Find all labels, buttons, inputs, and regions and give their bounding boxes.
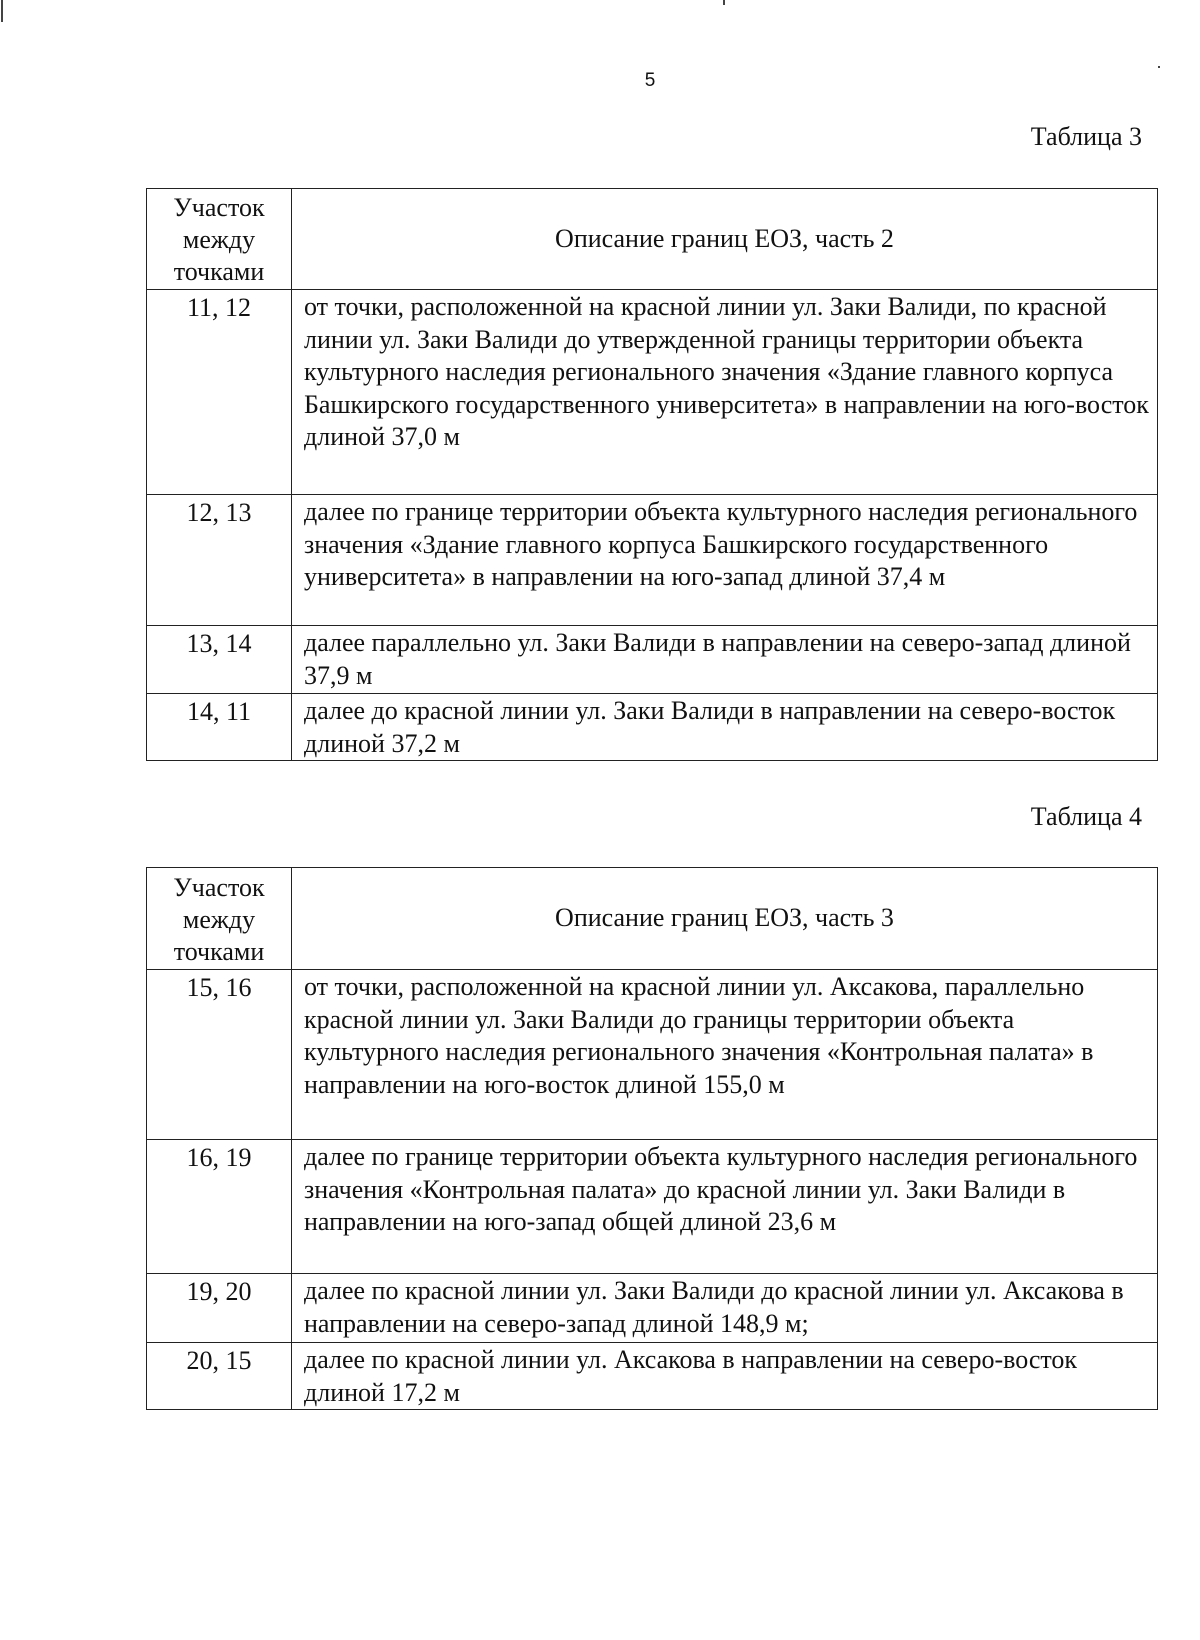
column-header-description: Описание границ ЕОЗ, часть 3 <box>292 868 1158 970</box>
table-row <box>147 290 1158 495</box>
segment-cell: 16, 19 <box>147 1140 292 1274</box>
segment-cell: 13, 14 <box>147 626 292 694</box>
boundary-table-part-3 <box>146 867 1158 1410</box>
table-row <box>147 1274 1158 1343</box>
segment-cell: 11, 12 <box>147 290 292 495</box>
table-row <box>147 970 1158 1140</box>
description-cell: далее по красной линии ул. Аксакова в направлении на северо-восток длиной 17,2 м <box>292 1343 1158 1410</box>
page-number: 5 <box>644 70 656 91</box>
scan-speck <box>723 0 725 5</box>
description-cell: далее параллельно ул. Заки Валиди в направлении на северо-запад длиной 37,9 м <box>292 626 1158 694</box>
table-header-row <box>147 868 1158 970</box>
table-caption: Таблица 3 <box>1030 122 1142 151</box>
segment-cell: 19, 20 <box>147 1274 292 1343</box>
table-row <box>147 694 1158 761</box>
table-caption: Таблица 4 <box>1030 802 1142 831</box>
description-cell: далее по границе территории объекта культурного наследия регионального значения «Здание главного корпуса Башкирского государственного университета» в направлении на юго-запад длиной 37,4 м <box>292 495 1158 626</box>
table-header-row <box>147 189 1158 290</box>
column-header-segment: Участок между точками <box>147 868 292 970</box>
table-row <box>147 1140 1158 1274</box>
table-row <box>147 1343 1158 1410</box>
column-header-segment: Участок между точками <box>147 189 292 290</box>
scan-speck <box>1158 66 1160 68</box>
description-cell: от точки, расположенной на красной линии ул. Заки Валиди, по красной линии ул. Заки Валиди до утвержденной границы территории объекта культурного наследия регионального значения «Здание главного корпуса Башкирского государственного университета» в направлении на юго-восток длиной 37,0 м <box>292 290 1158 495</box>
scan-speck <box>1 0 3 22</box>
table-row <box>147 626 1158 694</box>
description-cell: далее до красной линии ул. Заки Валиди в направлении на северо-восток длиной 37,2 м <box>292 694 1158 761</box>
table-row <box>147 495 1158 626</box>
description-cell: далее по красной линии ул. Заки Валиди до красной линии ул. Аксакова в направлении на северо-запад длиной 148,9 м; <box>292 1274 1158 1343</box>
boundary-table-part-2 <box>146 188 1158 761</box>
column-header-description: Описание границ ЕОЗ, часть 2 <box>292 189 1158 290</box>
segment-cell: 15, 16 <box>147 970 292 1140</box>
description-cell: далее по границе территории объекта культурного наследия регионального значения «Контрольная палата» до красной линии ул. Заки Валиди в направлении на юго-запад общей длиной 23,6 м <box>292 1140 1158 1274</box>
segment-cell: 12, 13 <box>147 495 292 626</box>
segment-cell: 14, 11 <box>147 694 292 761</box>
description-cell: от точки, расположенной на красной линии ул. Аксакова, параллельно красной линии ул. Заки Валиди до границы территории объекта культурного наследия регионального значения «Контрольная палата» в направлении на юго-восток длиной 155,0 м <box>292 970 1158 1140</box>
segment-cell: 20, 15 <box>147 1343 292 1410</box>
